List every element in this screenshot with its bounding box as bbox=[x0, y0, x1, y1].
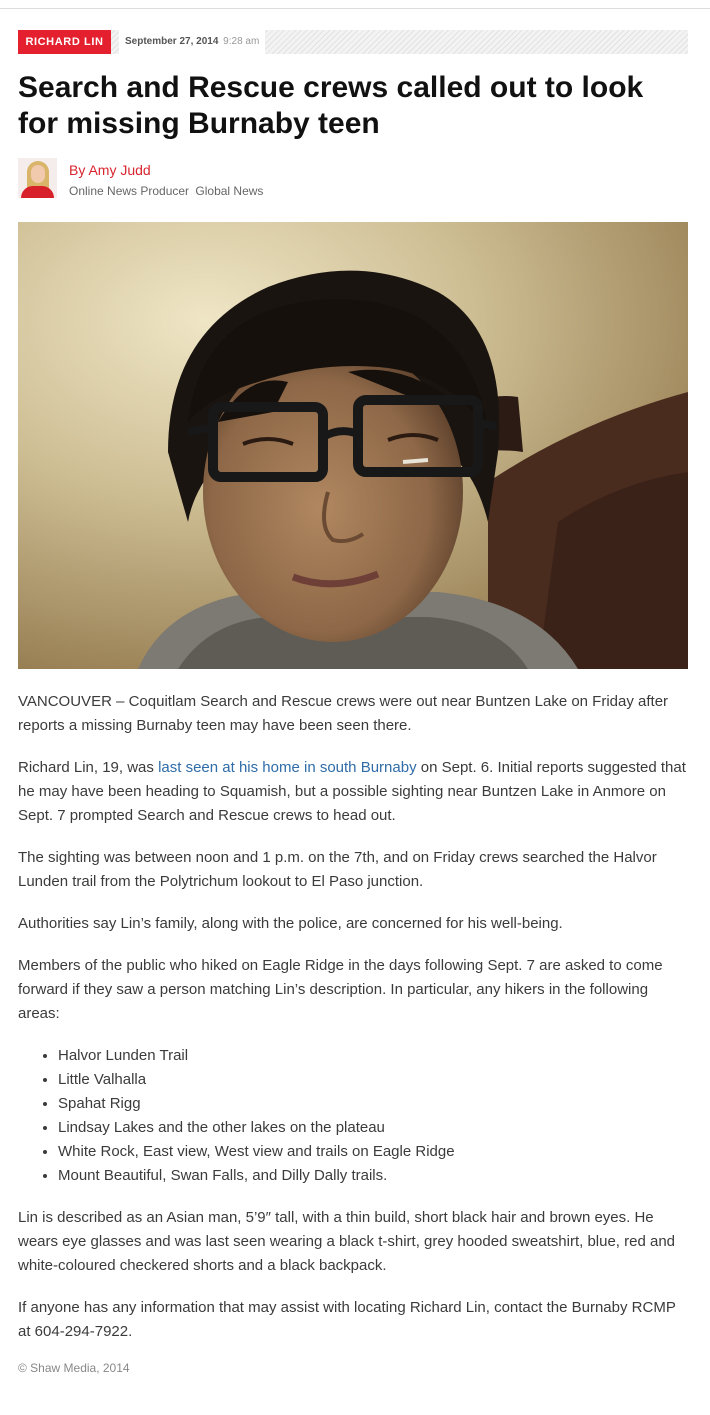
author-title: Online News Producer bbox=[69, 184, 190, 198]
paragraph: Authorities say Lin’s family, along with the police, are concerned for his well-being. bbox=[18, 915, 563, 932]
paragraph: If anyone has any information that may assist with locating Richard Lin, contact the Burnaby RCMP at 604-294-7922. bbox=[18, 1299, 676, 1340]
last-seen-link[interactable]: last seen at his home in south Burnaby bbox=[158, 759, 417, 776]
paragraph-text: Richard Lin, 19, was bbox=[18, 759, 159, 776]
portrait-illustration bbox=[18, 222, 688, 669]
article-headline: Search and Rescue crews called out to look for missing Burnaby teen bbox=[18, 71, 644, 140]
article-body bbox=[18, 690, 690, 1376]
copyright-notice: © Shaw Media, 2014 bbox=[18, 1361, 130, 1375]
article-meta-bar bbox=[18, 30, 688, 54]
article-photo bbox=[18, 222, 688, 669]
list-item: • Little Valhalla bbox=[58, 1068, 690, 1092]
list-item: • Spahat Rigg bbox=[58, 1092, 690, 1116]
author-avatar[interactable] bbox=[18, 158, 57, 198]
hiking-areas-list bbox=[18, 1044, 690, 1188]
top-divider bbox=[0, 8, 710, 9]
author-role bbox=[69, 183, 266, 199]
paragraph: The sighting was between noon and 1 p.m. on the 7th, and on Friday crews searched the Halvor Lunden trail from the Polytrichum lookout to El Paso junction. bbox=[18, 849, 657, 890]
list-item: • White Rock, East view, West view and trails on Eagle Ridge bbox=[58, 1140, 690, 1164]
topic-tag[interactable]: RICHARD LIN bbox=[18, 30, 111, 54]
author-outlet: Global News bbox=[195, 184, 264, 198]
paragraph: VANCOUVER – Coquitlam Search and Rescue crews were out near Buntzen Lake on Friday after reports a missing Burnaby teen may have been seen there. bbox=[18, 693, 669, 734]
list-item: • Mount Beautiful, Swan Falls, and Dilly Dally trails. bbox=[58, 1164, 690, 1188]
list-item: • Halvor Lunden Trail bbox=[58, 1044, 690, 1068]
paragraph: Members of the public who hiked on Eagle Ridge in the days following Sept. 7 are asked to come forward if they saw a person matching Lin’s description. In particular, any hikers in the following areas: bbox=[18, 957, 663, 1022]
paragraph: Lin is described as an Asian man, 5’9″ tall, with a thin build, short black hair and brown eyes. He wears eye glasses and was last seen wearing a black t-shirt, grey hooded sweatshirt, blue, red and white-coloured checkered shorts and a black backpack. bbox=[18, 1209, 676, 1274]
publish-date bbox=[119, 30, 265, 54]
list-item: • Lindsay Lakes and the other lakes on the plateau bbox=[58, 1116, 690, 1140]
paragraph-text: on Sept. 6. Initial reports suggested that he may have been heading to Squamish, but a possible sighting near Buntzen Lake in Anmore on Sept. 7 prompted Search and Rescue crews to head out. bbox=[18, 759, 686, 824]
paragraph bbox=[18, 756, 690, 828]
author-byline[interactable]: By Amy Judd bbox=[69, 162, 151, 178]
publish-date-text: September 27, 2014 bbox=[125, 36, 219, 47]
publish-time: 9:28 am bbox=[223, 36, 260, 47]
